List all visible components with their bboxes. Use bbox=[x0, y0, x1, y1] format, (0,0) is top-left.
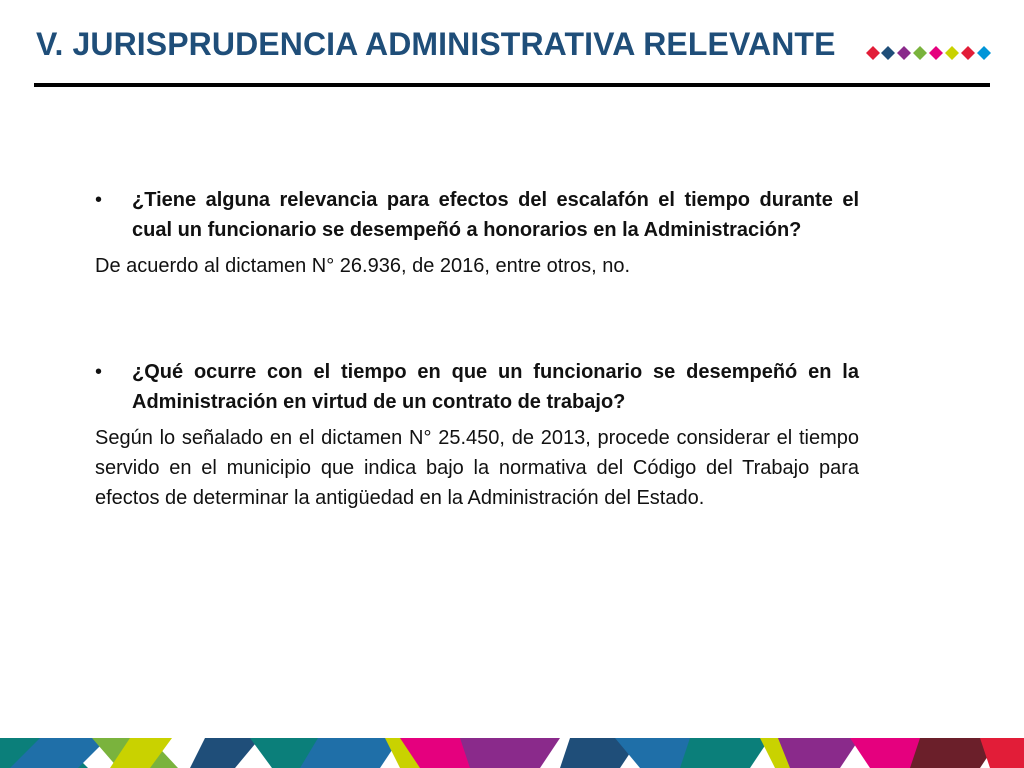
bullet-icon: • bbox=[95, 361, 103, 383]
diamond-5 bbox=[929, 46, 943, 60]
question-2 bbox=[95, 357, 859, 417]
bullet-icon: • bbox=[95, 189, 103, 211]
diamond-2 bbox=[881, 46, 895, 60]
diamond-7 bbox=[961, 46, 975, 60]
decorative-diamonds-icon bbox=[866, 44, 994, 62]
diamond-1 bbox=[866, 46, 880, 60]
slide-title: V. JURISPRUDENCIA ADMINISTRATIVA RELEVANTE bbox=[36, 26, 836, 62]
qa-block-1 bbox=[95, 185, 859, 281]
qa-block-2 bbox=[95, 357, 859, 513]
question-1 bbox=[95, 185, 859, 245]
question-1-text: ¿Tiene alguna relevancia para efectos del escalafón el tiempo durante el cual un funcionario se desempeñó a honorarios en la Administración? bbox=[132, 189, 859, 241]
diamond-8 bbox=[977, 46, 991, 60]
diamond-4 bbox=[913, 46, 927, 60]
diamond-3 bbox=[897, 46, 911, 60]
title-underline bbox=[34, 83, 990, 87]
answer-2: Según lo señalado en el dictamen N° 25.450, de 2013, procede considerar el tiempo servido en el municipio que indica bajo la normativa del Código del Trabajo para efectos de determinar la antigüedad en la Administración del Estado. bbox=[95, 427, 859, 509]
question-2-text: ¿Qué ocurre con el tiempo en que un funcionario se desempeñó en la Administración en virtud de un contrato de trabajo? bbox=[132, 361, 859, 413]
diamond-6 bbox=[945, 46, 959, 60]
slide-body bbox=[95, 185, 859, 513]
answer-1: De acuerdo al dictamen N° 26.936, de 2016, entre otros, no. bbox=[95, 255, 630, 277]
decorative-bottom-band bbox=[0, 738, 1024, 768]
